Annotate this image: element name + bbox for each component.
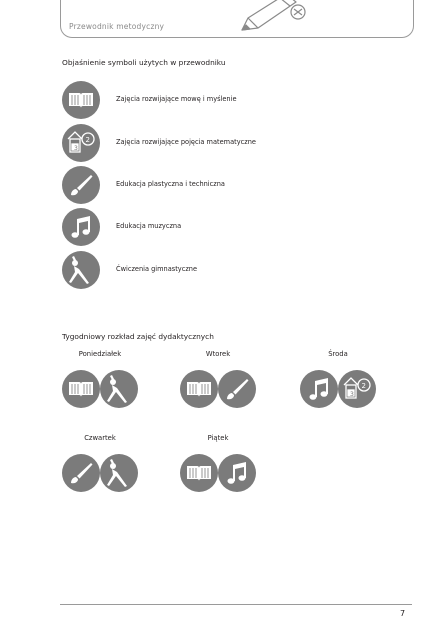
- brush-icon: [218, 370, 256, 408]
- legend-title: Objaśnienie symboli użytych w przewodniku: [62, 58, 226, 67]
- day-name: Wtorek: [205, 350, 231, 358]
- day-name: Środa: [328, 350, 348, 358]
- day-name: Czwartek: [84, 434, 116, 442]
- music-note-icon: [62, 208, 100, 246]
- legend-item-gym: [62, 251, 362, 289]
- math-blocks-icon: [338, 370, 376, 408]
- legend-item-math: [62, 124, 362, 162]
- legend-item-book: [62, 81, 362, 119]
- book-icon: [62, 370, 100, 408]
- book-icon: [180, 370, 218, 408]
- legend-label-gym: Ćwiczenia gimnastyczne: [116, 265, 198, 273]
- header-frame: [60, 0, 414, 38]
- day-name: Poniedziałek: [78, 350, 122, 358]
- footer-rule: [60, 604, 412, 605]
- svg-text:3: 3: [350, 391, 354, 398]
- brush-icon: [62, 166, 100, 204]
- music-note-icon: [300, 370, 338, 408]
- book-icon: [62, 81, 100, 119]
- header-label: Przewodnik metodyczny: [69, 22, 165, 31]
- math-blocks-icon: [62, 124, 100, 162]
- legend-label-math: Zajęcia rozwijające pojęcia matematyczne: [116, 138, 256, 146]
- gymnast-icon: [100, 370, 138, 408]
- pencil-icon: [236, 0, 316, 36]
- legend-label-music: Edukacja muzyczna: [116, 222, 182, 230]
- schedule-title: Tygodniowy rozkład zajęć dydaktycznych: [62, 332, 214, 341]
- legend-item-art: [62, 166, 362, 204]
- gymnast-icon: [62, 251, 100, 289]
- legend-label-art: Edukacja plastyczna i techniczna: [116, 180, 225, 188]
- legend-label-book: Zajęcia rozwijające mowę i myślenie: [116, 95, 237, 103]
- page-number: 7: [400, 609, 406, 618]
- svg-text:2: 2: [85, 136, 90, 144]
- day-name: Piątek: [207, 434, 229, 442]
- svg-text:2: 2: [361, 382, 366, 390]
- book-icon: [180, 454, 218, 492]
- music-note-icon: [218, 454, 256, 492]
- gymnast-icon: [100, 454, 138, 492]
- legend-item-music: [62, 208, 362, 246]
- brush-icon: [62, 454, 100, 492]
- svg-text:3: 3: [74, 145, 78, 152]
